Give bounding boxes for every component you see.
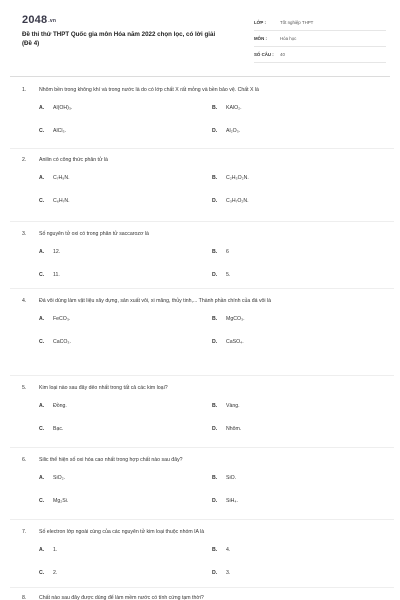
option-text: Al(OH)₃. [53, 105, 73, 111]
question-text: Nhôm bền trong không khí và trong nước là do có lớp chất X rất mỏng và bền bảo vệ. Chất X là [39, 87, 259, 93]
option-text: 1. [53, 547, 58, 553]
question-number: 4. [22, 298, 27, 304]
option-text: 2. [53, 570, 58, 576]
logo-suffix: .vn [48, 18, 57, 24]
meta-row-count [254, 50, 386, 63]
option-text: C₃H₇O₂N. [226, 198, 249, 204]
question-3 [22, 230, 382, 294]
option-letter: A. [39, 316, 45, 322]
question-stem [22, 86, 382, 94]
question-stem [22, 594, 382, 600]
question-text: Số nguyên tử oxi có trong phân tử saccarozơ là [39, 231, 149, 237]
option-text: 12. [53, 249, 61, 255]
option-letter: D. [212, 128, 218, 134]
question-separator [10, 221, 394, 222]
option-text: 5. [226, 272, 231, 278]
question-text: Số electron lớp ngoài cùng của các nguyên tử kim loại thuộc nhóm IA là [39, 529, 205, 535]
option-c[interactable] [39, 338, 179, 346]
option-letter: D. [212, 272, 218, 278]
question-number: 1. [22, 87, 27, 93]
question-stem [22, 156, 382, 164]
question-number: 5. [22, 385, 27, 391]
question-8 [22, 594, 382, 600]
option-letter: C. [39, 339, 45, 345]
option-c[interactable] [39, 569, 179, 577]
meta-value: 40 [280, 52, 285, 57]
option-letter: B. [212, 175, 218, 181]
option-c[interactable] [39, 127, 179, 135]
option-a[interactable] [39, 315, 179, 323]
option-text: AlCl₃. [53, 128, 67, 134]
option-a[interactable] [39, 174, 179, 182]
question-separator [10, 587, 394, 588]
option-b[interactable] [212, 474, 352, 482]
question-stem [22, 528, 382, 536]
option-a[interactable] [39, 546, 179, 554]
option-d[interactable] [212, 569, 352, 577]
option-d[interactable] [212, 497, 352, 505]
option-letter: B. [212, 475, 218, 481]
option-text: Bạc. [53, 426, 64, 432]
question-options [22, 104, 382, 150]
option-letter: A. [39, 547, 45, 553]
question-separator [10, 148, 394, 149]
option-a[interactable] [39, 474, 179, 482]
header-divider [10, 76, 390, 77]
question-stem [22, 456, 382, 464]
question-separator [10, 447, 394, 448]
option-letter: B. [212, 403, 218, 409]
option-letter: A. [39, 403, 45, 409]
option-letter: D. [212, 498, 218, 504]
question-5 [22, 384, 382, 448]
question-separator [10, 288, 394, 289]
question-number: 7. [22, 529, 27, 535]
site-logo[interactable] [22, 14, 56, 26]
meta-value: Tốt nghiệp THPT [280, 20, 314, 25]
option-a[interactable] [39, 248, 179, 256]
meta-label: SỐ CÂU : [254, 52, 274, 57]
question-stem [22, 230, 382, 238]
option-letter: C. [39, 570, 45, 576]
question-text: Chất nào sau đây được dùng để làm mềm nước có tính cứng tạm thời? [39, 595, 204, 600]
question-options [22, 474, 382, 520]
option-letter: D. [212, 570, 218, 576]
logo-text: 2048 [22, 14, 48, 26]
option-d[interactable] [212, 425, 352, 433]
option-text: MgCO₃. [226, 316, 245, 322]
question-text: Anilin có công thức phân tử là [39, 157, 108, 163]
option-a[interactable] [39, 104, 179, 112]
document-header [22, 14, 382, 60]
option-b[interactable] [212, 402, 352, 410]
option-letter: B. [212, 316, 218, 322]
option-letter: D. [212, 198, 218, 204]
option-text: 11. [53, 272, 60, 278]
question-stem [22, 297, 382, 305]
option-b[interactable] [212, 315, 352, 323]
option-text: Nhôm. [226, 426, 242, 432]
option-text: Mg₂Si. [53, 498, 69, 504]
option-letter: C. [39, 498, 45, 504]
option-text: 6 [226, 249, 229, 255]
option-letter: A. [39, 475, 45, 481]
meta-label: MÔN : [254, 36, 267, 41]
option-text: Al₂O₃. [226, 128, 241, 134]
exam-meta [254, 18, 386, 66]
question-text: Kim loại nào sau đây dẻo nhất trong tất cả các kim loại? [39, 385, 168, 391]
question-options [22, 174, 382, 220]
question-text: Silic thể hiện số oxi hóa cao nhất trong hợp chất nào sau đây? [39, 457, 183, 463]
option-text: 3. [226, 570, 231, 576]
question-options [22, 315, 382, 361]
option-letter: B. [212, 249, 218, 255]
option-c[interactable] [39, 197, 179, 205]
question-separator [10, 375, 394, 376]
question-number: 3. [22, 231, 27, 237]
question-options [22, 402, 382, 448]
option-text: SiO. [226, 475, 237, 481]
option-text: SiH₄. [226, 498, 238, 504]
option-letter: C. [39, 128, 45, 134]
meta-value: Hóa học [280, 36, 297, 41]
question-6 [22, 456, 382, 520]
meta-label: LỚP : [254, 20, 266, 25]
question-options [22, 546, 382, 592]
option-a[interactable] [39, 402, 179, 410]
question-7 [22, 528, 382, 592]
option-letter: C. [39, 198, 45, 204]
option-d[interactable] [212, 338, 352, 346]
option-letter: C. [39, 426, 45, 432]
question-stem [22, 384, 382, 392]
option-text: C₇H₉N. [53, 175, 70, 181]
question-2 [22, 156, 382, 220]
question-number: 8. [22, 595, 27, 600]
option-b[interactable] [212, 546, 352, 554]
question-1 [22, 86, 382, 150]
option-c[interactable] [39, 271, 179, 279]
question-text: Đá vôi dùng làm vật liệu xây dựng, sản xuất vôi, xi măng, thủy tinh,... Thành phần chính của đá vôi là [39, 298, 272, 304]
option-d[interactable] [212, 197, 352, 205]
exam-title: Đề thi thử THPT Quốc gia môn Hóa năm 2022 chọn lọc, có lời giải (Đề 4) [22, 31, 216, 47]
option-b[interactable] [212, 104, 352, 112]
option-c[interactable] [39, 425, 179, 433]
option-text: FeCO₃. [53, 316, 71, 322]
question-number: 6. [22, 457, 27, 463]
option-text: Vàng. [226, 403, 240, 409]
option-letter: A. [39, 175, 45, 181]
meta-row-subject [254, 34, 386, 47]
meta-row-class [254, 18, 386, 31]
option-letter: C. [39, 272, 45, 278]
option-c[interactable] [39, 497, 179, 505]
option-letter: B. [212, 547, 218, 553]
option-text: Đồng. [53, 403, 67, 409]
option-text: C₂H₅O₂N. [226, 175, 249, 181]
question-4 [22, 297, 382, 361]
question-number: 2. [22, 157, 27, 163]
option-text: CaSO₄. [226, 339, 244, 345]
option-d[interactable] [212, 127, 352, 135]
option-text: KAlO₂. [226, 105, 242, 111]
option-letter: D. [212, 339, 218, 345]
option-letter: D. [212, 426, 218, 432]
question-separator [10, 519, 394, 520]
option-text: SiO₂. [53, 475, 66, 481]
option-letter: A. [39, 105, 45, 111]
option-letter: A. [39, 249, 45, 255]
option-text: 4. [226, 547, 231, 553]
option-text: CaCO₃. [53, 339, 71, 345]
option-d[interactable] [212, 271, 352, 279]
option-letter: B. [212, 105, 218, 111]
option-b[interactable] [212, 174, 352, 182]
option-text: C₆H₇N. [53, 198, 70, 204]
option-b[interactable] [212, 248, 352, 256]
